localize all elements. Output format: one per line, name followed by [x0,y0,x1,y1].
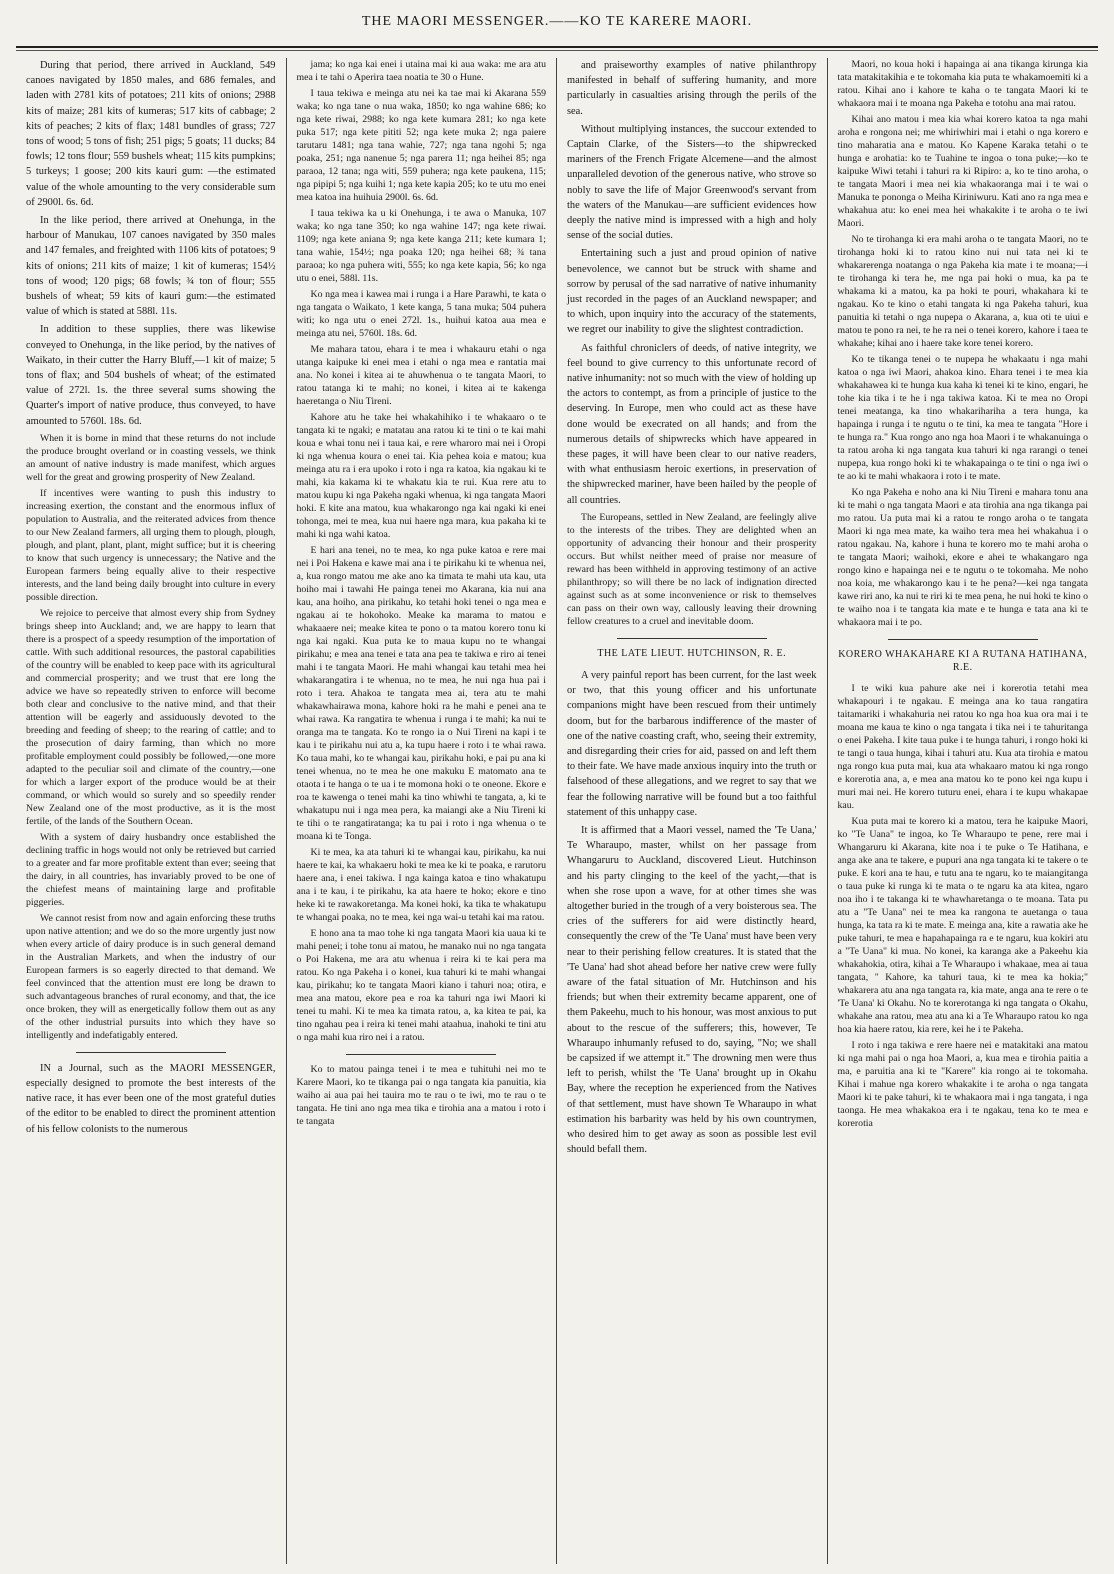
paragraph: E hono ana ta mao tohe ki nga tangata Maori kia uaua ki te mahi penei; i tohe tonu ai matou, he manako nui no nga tangata o Poi Hakena, me ara atu whenua i reira ki te kai pera ma ratou. Ko nga Pakeha i o konei, kua tahuri ki te mahi whangai kau, pirikahu; ko te tangata Maori kiano i tahuri noa; otira, e mea ana matou, ekore pea e roa ka tahuri nga iwi Maori ki tenei tu mahi. Ki te mea ka timata ratou, a, ka kitea te pai, ka tino ngahau pea i reira ki tenei mahi ataahua, inahoki te tini atu o nga mahi kua riro nei i a ratou. [296,928,546,1043]
paragraph: Kihai ano matou i mea kia whai korero katoa ta nga mahi aroha e rongona nei; me whiriwhiri mai i etahi o nga korero e tino maharatia ana e matou. Ko Kapene Karaka tetahi o te hunga e arohatia: ko te Tuahine te ingoa o tona puke;—ko te kaipuke Wiwi tetahi i tahuri ra ki Ripiro: a, ko te tino aroha, o te tangata Maori i mea nei kia whakaoranga mai i te wai o Manuka te pononga o Meiha Kiriniwuru. Kati ano ra nga mea e whakahua atu: ko enei mea hei whakakite i te aroha o te iwi Maori. [837,114,1088,229]
paragraph: Entertaining such a just and proud opinion of native benevolence, we cannot but be struck with shame and sorrow by perusal of the sad narrative of native inhumanity just recorded in the pages of an Auckland newspaper; and to which, upon inquiry into the accuracy of the statements, we regret our inability to give the slightest contradiction. [567,248,817,336]
paragraph: In the like period, there arrived at Onehunga, in the harbour of Manukau, 107 canoes navigated by 350 males and 147 females, and freighted with 1106 kits of potatoes; 9 kits of onions; 211 kits of maize; 1 kit of kumeras; 154½ tons of wood; 120 pigs; 68 fowls; ¾ ton of flour; 555 bushels of wheat; 59 kits of kauri gum:—the estimated value of which is stated at 588l. 11s. [26,215,276,318]
columns [16,58,1098,1564]
paragraph: A very painful report has been current, for the last week or two, that this young officer and his unfortunate companions might have been rescued from their untimely doom, but for the barbarous indifference of the master of one of the native coasting craft, who, seeing their extremity, and disregarding their cries for aid, passed on and left them to their fate. We have made anxious inquiry into the truth or falsehood of these allegations, and we regret to say that we fear the following narrative will be found but a too faithful statement of this unhappy case. [567,669,817,818]
paragraph: I roto i nga takiwa e rere haere nei e matakitaki ana matou ki nga mahi pai o nga hoa Maori, a, kua mea e tirohia paitia a ma, e paruitia ana ki te "Karere" kia rongo ai te tokomaha. Kihai i mahue nga korero whakakite i te aroha o nga tangata Maori ki te pake tahuri, ki te whakaora mai i nga tangata, i nga taonga. He mea whakakoa era i te ngakau, tena ko te mea e korerotia [837,1040,1088,1129]
paragraph: Ko nga Pakeha e noho ana ki Niu Tireni e mahara tonu ana ki te mahi o nga tangata Maori e ata tirohia ana nga tikanga pai mo ratou. Ua puta mai ki a ratou te rongo aroha o te tangata Maori ki nga mea mate, ka waiho tera mea hei whakahua i o ratou ngakau. Na, kahore i huna te korero mo te mahi aroha o te tangata Maori; waihoki, ekore e ahei te whakangaro nga rongo kino e hapainga nei e te ngutu o te tokomaha. Me noho noa koia, me whakarongo kau i te he pena?—kei nga tangata kawe riri ano, ka nui te riri ki te mea pena, he nui hoki te kino o te waiho noa i te tangata kia mate e te hunga e tata ana ki te whakaora mai i te po. [837,487,1088,628]
separator [346,1054,496,1055]
paragraph: IN a Journal, such as the MAORI MESSENGER, especially designed to promote the best interests of the native race, it has ever been one of the most grateful duties of the editor to be enabled to direct the prominent attention of his fellow colonists to the numerous [26,1062,276,1135]
paragraph: Ko nga mea i kawea mai i runga i a Hare Parawhi, te kata o nga tangata o Waikato, 1 kete kanga, 5 tana muka; 504 puhera witi; ko nga utu o enei 272l. 1s., huihui katoa aua mea e meinga atu nei, 5760l. 18s. 6d. [296,289,546,339]
masthead-rule [16,46,1098,48]
paragraph: I taua tekiwa ka u ki Onehunga, i te awa o Manuka, 107 waka; ko nga tane 350; ko nga wahine 147; nga kete riwai. 1109; nga kete aniana 9; nga kete kanga 211; kete kumara 1; tana wahie, 154½; nga poaka 120; nga heihei 68; ¾ tana paraoa; ko nga puhera witi, 555; ko nga kete kapia, 56; ko nga utu o enei, 588l. 11s. [296,208,546,284]
paragraph: During that period, there arrived in Auckland, 549 canoes navigated by 1850 males, and 686 females, and laden with 2781 kits of potatoes; 211 kits of onions; 2988 kits of maize; 281 kits of kumeras; 517 kits of cabbage; 2 kits of peaches; 2 kits of flax; 1481 bundles of grass; 727 tons of wood; 5 tons of fish; 251 pigs; 5 goats; 11 ducks; 84 fowls; 12 tons flour; 559 bushels wheat; 115 kits pumpkins; 5 turkeys; 1 goose; 200 kits kauri gum: —the estimated value of the whole amounting to the very considerable sum of 2900l. 6s. 6d. [26,60,276,208]
paragraph: Kua puta mai te korero ki a matou, tera he kaipuke Maori, ko "Te Uana" te ingoa, ko Te Wharaupo te pene, rere mai i Whangaruru ki Akarana, kite noa i te puke o Te Hatihana, e anga ake ana te takere, e pupuri ana nga tangata ki te takere o te puke. E kori ana te hau, e tutu ana te ngaru, ko te maiangitanga o taua puke ki runga ki te mata o te ngaru ka ata kitea, ngaro noa iho i te takanga ki te whawharetanga o te moana. Tata pu atu a "Te Uana" nei te mea ka rangona te auetanga o taua hunga, ka tata ra ki te mate. E meinga ana, kite a rawatia ake he puke tahuri, te mea e hapahapainga ra e te ngaru, kua kokiri atu a "Te Uana" ki mua. No konei, ka karanga ake a Pakeehu kia whakahokia, otira, kihai a Te Wharaupo i whakaae, mea ai taua tangata, " Kahore, ka tahuri taua, ki te mea ka hokia;" whakarera atu ana nga tangata ra, kia mate, anga ana te rere o te 'Te Uana' ki Okahu. No te korerotanga ki nga tangata o Okahu, whakahe ana ratou, mea atu ana ki a Te Wharaupo ratou ko nga hoa kia haere ratou, kia rere, kei he i te Pakeha. [837,816,1088,1035]
paragraph: When it is borne in mind that these returns do not include the produce brought overland or in coasting vessels, we think an amount of native industry is made manifest, which argues well for the great and growing prosperity of New Zealand. [26,432,276,483]
paragraph: E hari ana tenei, no te mea, ko nga puke katoa e rere mai nei i Poi Hakena e kawe mai ana i te pirikahu ki te whenua nei, a, kua rongo matou me ake ano ka timata te mahi uta kau, uta hoiho mai i tawahi He painga tenei mo Akarana, kia nui ana kau, ana hoiho, ana pirikahu, ko tetahi hoki tenei o nga mea e ngakau ai te hokohoko. Meake ka marama to matou e whakaaere nei; meake kitea te pono o ta matou korero tonu ki nga kai ngaki. Kua puta ke to maua kupu no te whangai pirikahu; e mea ana tenei e tata ana pea te takiwa e riro ai tenei mahi i te tangata Maori. He mahi whangai kau tetahi mea hei whakarangatira i te whenua, no te mea, he nui nga hua pai i roto i tera. Ahakoa te tangata mea ai, tera atu te mahi whakawhairawa mona, kahore hoki ra he mahi e penei ana te whai rawa. Ka rangatira te whenua i runga i te mahi; ka nui te oranga ma te tangata. Ko te rongo ia o Nui Tireni na kapi i te kau i te pirikahu nui atu a, ka tupu haere i roto i te whai rawa. Ko taua mahi, ko te whangai kau, pirikahu hoki, e pai pu ana ki tenei whenua, no te mea he one makuku E matomato ana te otaota i te hanga o te ua i te momona hoki o te oneone. Ekore e roa te kawenga o tenei mahi ka tino whiwhi te tangata, a, ki te whakatupu nui i nga mea pera, ka maiangi ake a Niu Tireni ki te tihi o te rangatiratanga; ka tu pai i roto i nga whenua o te moana ki te Tonga. [296,545,546,842]
column-1 [16,58,287,1564]
separator [76,1052,226,1053]
paragraph: With a system of dairy husbandry once established the declining traffic in hogs would not only be retrieved but carried to a greater and far more profitable extent than ever; seeing that the dairy, in all countries, has invariably proved to be one of the chiefest means of maintaining large and profitable piggeries. [26,831,276,908]
paragraph: Ko to matou painga tenei i te mea e tuhituhi nei mo te Karere Maori, ko te tikanga pai o nga tangata kia panuitia, kia waiho ai aua pai hei tauira mo te rau o te iwi, mo te rau o te tangata. He tini ano nga mea tika e tirohia ana a matou i roto i te tangata [296,1064,546,1127]
paragraph: As faithful chroniclers of deeds, of native integrity, we feel bound to give currency to this unfortunate record of native inhumanity: not so much with the view of holding up the actors to contempt, as from a principle of justice to the deserving. In Europe, men who could act as these have done would be execrated on all hands; and from the numerous details of shipwrecks which have appeared in these pages, it will have been clear to our native readers, with what enthusiasm heroic exertions, in preservation of the shipwrecked mariner, have been hailed by the people of all countries. [567,342,817,506]
column-2 [287,58,558,1564]
paragraph: and praiseworthy examples of native philanthropy manifested in behalf of suffering humanity, and more particularly in casualties arising through the perils of the sea. [567,60,817,117]
section-heading: KORERO WHAKAHARE KI A RUTANA HATIHANA, R.E. [838,649,1088,673]
masthead: THE MAORI MESSENGER.——KO TE KARERE MAORI. [361,14,753,29]
paragraph: In addition to these supplies, there was likewise conveyed to Onehunga, in the like period, by the natives of Waikato, in their cutter the Harry Bluff,—1 kit of maize; 5 tons of flax; and 504 bushels of wheat; of the estimated value of 272l. 1s. the three several sums showing the Quarter's import of native produce, thus conveyed, to have amounted to 5760l. 18s. 6d. [26,324,276,427]
paragraph: We rejoice to perceive that almost every ship from Sydney brings sheep into Auckland; and, we are happy to learn that there is a prospect of a speedy resumption of the importation of cattle. With such additional resources, the pastoral capabilities of the country will be enabled to keep pace with its agricultural and commercial prosperity; and we trust that ere long the advice we have so repeatedly striven to enforce will become both clear and conclusive to the native mind, and that their attention will be eagerly and assiduously devoted to the breeding and feeding of sheep; to the rearing of cattle; and to the prosecution of dairy farming, than which no more profitable employment could possibly be followed,—one more adapted to the peculiar soil and climate of the country,—one for which a larger export of the produce would be at their command, or which would so surely and so speedily render New Zealand one of the most productive, as it is the most fertile, of the lands of the Southern Ocean. [26,607,276,827]
section-heading: THE LATE LIEUT. HUTCHINSON, R. E. [597,647,787,659]
paragraph: I taua tekiwa e meinga atu nei ka tae mai ki Akarana 559 waka; ko nga tane o nua waka, 1850; ko nga wahine 686; ko nga kete riwai, 2988; ko nga kete kumara 281; ko nga kete puka 517; nga kete pititi 52; nga kete muka 2; nga paiere tarutaru 1481; nga tana wahie, 727; nga tana ngohi 5; nga poaka, 251; nga nanenue 5; nga parera 11; nga heihei 85; nga paraoa, 12 tana; nga witi, 559 puhera; nga kete paukena, 115; nga pipipi 5; nga kuihi 1; nga kete kapia 205; ko te utu mo enei mea katoa ina huihuia 2900l. 6s. 6d. [296,88,546,203]
separator [617,638,767,639]
masthead-rule-thin [16,50,1098,51]
paragraph: Me mahara tatou, ehara i te mea i whakauru etahi o nga utanga kaipuke ki enei mea i etahi o nga mea e rantatia mai ana. No konei i kitea ai te ahuwhenua o te tangata Maori, to ratou tatanga ki te mahi; no konei, i kitea ai te kakenga haeretanga o Niu Tireni. [296,344,546,407]
paragraph: Kahore atu he take hei whakahihiko i te whakaaro o te tangata ki te ngaki; e matatau ana ratou ki te tini o te kai mahi koua e whai tonu nei i taua kai, e rere wharoro mai nei i Oropi ki nga whenua koura o enei tai. Kia pehea koia e matou; kua meinga atu ra i era upoko i roto i nga ra katoa, kia ngakau ki te mahi, kia kakama ki te whakatu kia te rui. Kua rere atu to matou kupu ki nga Pakeha ngaki whenua, ki nga tangata Maori hoki. E kite ana matou, kua whakarongo nga kai ngaki ki enei tohonga, mei te mea, kua nui haere nga mara, kua pakaha ki te mahi ki nga wahi katoa. [296,412,546,540]
paragraph: Ki te mea, ka ata tahuri ki te whangai kau, pirikahu, ka nui haere te kai, ka whakaeru hoki te mea ke ki te poaka, e rarutoru haere ana, i enei takiwa. I nga kainga katoa e tino whakatupu ana i te kau, i te pirikahu, ka ata haere te hoko; ekore e tino heke ki te rawakoretanga. Ma konei hoki, ka tika te whakatupu te whangai poaka, no te mea, kei nga wai-u tetahi kai ma ratou. [296,847,546,923]
paragraph: jama; ko nga kai enei i utaina mai ki aua waka: me ara atu mea i te tahi o Aperira taea noatia te 30 o Hune. [296,59,546,83]
paragraph: Ko te tikanga tenei o te nupepa he whakaatu i nga mahi katoa o nga iwi Maori, ahakoa kino. Ehara tenei i te mea kia whakahawea ki te hunga kua kaha ki tenei ki te kino, engari, he tohe kia tika i te he i nga takiwa katoa. Ki te mea no Oropi tenei meatanga, ka tino whakarihariha a tera hunga, ka hapainga i runga i te ngutu o te tini, ka mea te tangata "Hore i te hunga ra." Kua rongo ano nga hoa Maori i te whakanuinga o ta ratou aroha ki nga tangata kua tahuri ki nga rarangi o tenei nupepa, kua rongo hoki ki te whakapainga o te tini o nga iwi o te ao ki te mahi whakaora i roto i te mate. [837,354,1088,482]
paragraph: The Europeans, settled in New Zealand, are feelingly alive to the interests of the tribes. They are delighted when an opportunity of advancing their honour and their prosperity occurs. But whilst neither meed of praise nor measure of reward has been withheld in approving testimony of an active philanthropy; so will there be no lack of indignation directed against such as at some inconvenience or risk to themselves can pass on their own way, callously leaving their drowning fellow creatures to a cruel and inevitable doom. [567,511,817,627]
paragraph: We cannot resist from now and again enforcing these truths upon native attention; and we do so the more urgently just now when every article of dairy produce is in such general demand in the Australian Markets, and when the industry of our European farmers is so eagerly directed to that demand. We feel convinced that the attention must ere long be drawn to such advantageous branches of rural economy, and that, the ice once broken, they will as energetically follow them out as any of the other industrial pursuits into which they have so intelligently and indefatigably entered. [26,912,276,1041]
separator [888,639,1038,640]
paragraph: I te wiki kua pahure ake nei i korerotia tetahi mea whakapouri i te ngakau. E meinga ana ko taua rangatira taitamariki i whakahuria nei ratou ko nga hoa kua ora mai i te moana me kaua te kino o nga tangata i tika nei i te tahuritanga o enei Pakeha. I kite taua puke i te hunga tahuri, i rongo hoki ki te tangi o taua hunga, kihai i tahuri atu. Kua ata tirohia e matou nga rongo kua puta mai, kua ata whakaaro matou ki nga rongo e korerotia ana, a, e mea ana matou ko te pono kei nga kupu i muri mai nei. He korero tuturu enei, ehara i te kupu whakapae kau. [837,683,1088,811]
paragraph: If incentives were wanting to push this industry to increasing exertion, the constant and the enormous influx of population to Australia, and the reiterated advices from thence to our New Zealand farmers, all urging them to plough, plough, plough, and plant, plant, plant, might suffice; but it is cheering to know that such urgency is unnecessary; the Native and the European farmers being equally alive to their respective interests, and the land being daily brought into culture in every possible direction. [26,487,276,603]
column-3 [557,58,828,1564]
paragraph: Without multiplying instances, the succour extended to Captain Clarke, of the Sisters—to the shipwrecked mariners of the French Frigate Alcemene—and the almost unparalleled devotion of the generous native, who strove so nobly to save the life of Major Greenwood's servant from the waters of the Manukau—are sufficient evidences how deeply the native mind is impressed with a high and holy sense of the social duties. [567,123,817,242]
paragraph: Maori, no koua hoki i hapainga ai ana tikanga kirunga kia tata matakitakihia e te tokomaha kia puta te whakamoemiti ki a ratou. Kihai ano i kahore te kaha o te tangata Maori ki te whakaora mai i te moana nga Pakeha e totohu ana mai ratou. [837,59,1088,109]
paragraph: No te tirohanga ki era mahi aroha o te tangata Maori, no te tirohanga hoki ki to ratou kino nui nui tata nei ki te whakarerenga noatanga o nga Pakeha kia mate i te moana;—i te tirohanga ki tera he, me nga pai hoki o mua, ka pa te whakama ki a matou, ka pa hoki te pouri, whakahara ki te ngakau. Ko te kino o etahi tangata ki nga Pakeha tahuri, kua panuitia ki tetahi o nga nupepa o Akarana, a, kua oti te uiui e matou te pono ra nei, te he ra nei o tenei korero, kahore i taea te whakahe; kihai ano i haere take kore tenei korero. [837,234,1088,349]
paragraph: It is affirmed that a Maori vessel, named the 'Te Uana,' Te Wharaupo, master, whilst on her passage from Whangaruru to Auckland, discovered Lieut. Hutchinson and his party clinging to the keel of the yacht,—that is when she rose upon a wave, for at other times she was altogether buried in the trough of a very boisterous sea. The cries of the sufferers for aid were distinctly heard, consequently the crew of the 'Te Uana' must have been very near to their perishing fellow creatures. It is stated that the 'Te Uana' had shot ahead before her native crew were fully aware of the fatal situation of Mr. Hutchinson and his friends; but when their extremity became apparent, one of them Pakeehu, much to his honour, was most anxious to put about to the rescue of the sufferers; this, however, Te Wharaupo inhumanly refused to do, saying, "No; we shall be capsized if we attempt it." The drowning men were thus left to perish, whilst the 'Te Uana' brought up in Okahu Bay, where the reception he experienced from the Natives of that settlement, must have shown Te Wharaupo in what estimation his barbarity was held by his own countrymen, who desired him to get away as soon as possible lest evil should befall them. [567,824,817,1156]
column-4 [828,58,1099,1564]
